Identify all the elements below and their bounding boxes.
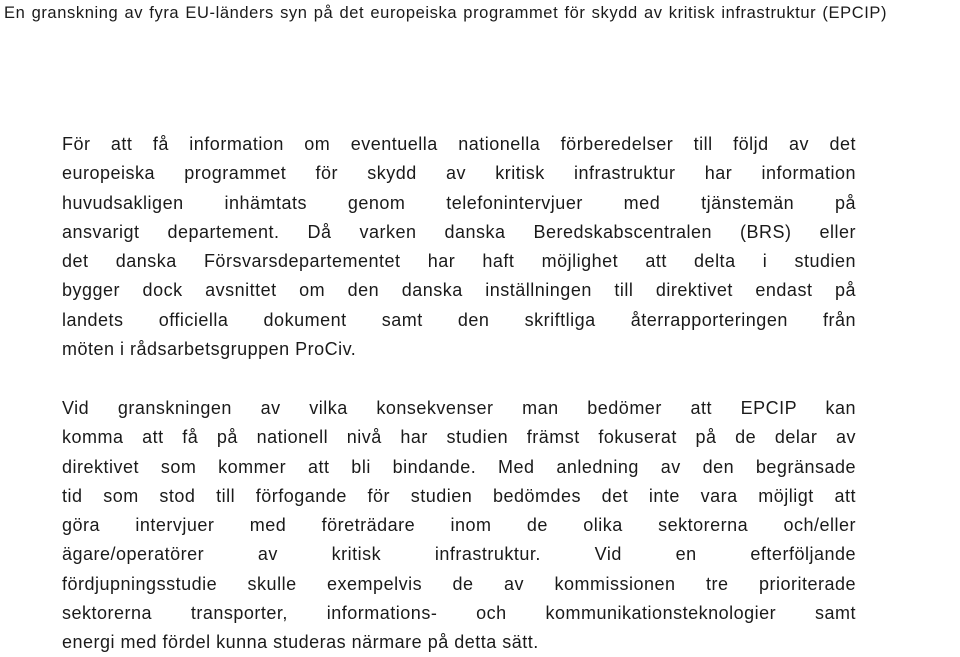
paragraph-line: fördjupningsstudie skulle exempelvis de av kommissionen tre prioriterade [62,573,856,594]
paragraph-line: ansvarigt departement. Då varken danska Beredskabscentralen (BRS) eller [62,221,856,242]
paragraph-line: direktivet som kommer att bli bindande. Med anledning av den begränsade [62,456,856,477]
paragraph-line: möten i rådsarbetsgruppen ProCiv. [62,338,357,359]
paragraph-1 [62,130,856,364]
paragraph-line: europeiska programmet för skydd av kritisk infrastruktur har information [62,163,856,184]
paragraph-line: sektorerna transporter, informations- och kommunikationsteknologier samt [62,602,856,623]
paragraph-line: huvudsakligen inhämtats genom telefonintervjuer med tjänstemän på [62,192,856,213]
paragraph-2 [62,394,856,657]
paragraph-line: bygger dock avsnittet om den danska inställningen till direktivet endast på [62,280,856,301]
paragraph-line: energi med fördel kunna studeras närmare på detta sätt. [62,632,539,652]
paragraph-line: ägare/operatörer av kritisk infrastruktur. Vid en efterföljande [62,544,856,565]
paragraph-line: landets officiella dokument samt den skriftliga återrapporteringen från [62,309,856,330]
paragraph-line: Vid granskningen av vilka konsekvenser man bedömer att EPCIP kan [62,398,856,418]
paragraph-line: För att få information om eventuella nationella förberedelser till följd av det [62,134,856,154]
paragraph-line: komma att få på nationell nivå har studien främst fokuserat på de delar av [62,427,856,448]
paragraph-line: det danska Försvarsdepartementet har haft möjlighet att delta i studien [62,251,856,271]
running-header: En granskning av fyra EU-länders syn på det europeiska programmet för skydd av kritisk infrastruktur (EPCIP) [4,4,888,22]
paragraph-line: tid som stod till förfogande för studien bedömdes det inte vara möjligt att [62,485,856,506]
paragraph-line: göra intervjuer med företrädare inom de olika sektorerna och/eller [62,515,856,535]
